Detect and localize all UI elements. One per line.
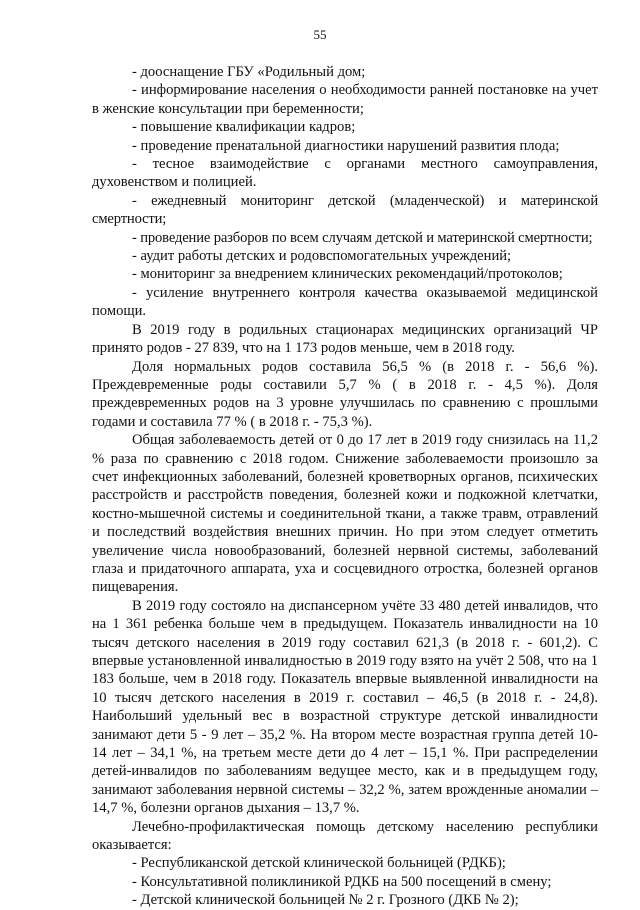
list-item: - повышение квалификации кадров;: [132, 119, 356, 136]
paragraph: В 2019 году в родильных стационарах медицинских организаций ЧР принято родов - 27 839, что на 1 173 родов меньше, чем в 2018 году.: [92, 321, 598, 357]
list-item: - усиление внутреннего контроля качества оказываемой медицинской помощи.: [92, 284, 598, 320]
paragraph: Общая заболеваемость детей от 0 до 17 лет в 2019 году снизилась на 11,2 % раза по сравнению с 2018 годом. Снижение заболеваемости произошло за счет инфекционных заболеваний, болезней кроветворных органов, психических расстройств и расстройств поведения, болезней кожи и подкожной клетчатки, костно-мышечной системы и соединительной ткани, а также травм, отравлений и последствий воздействия внешних причин. Но при этом следует отметить увеличение числа новообразований, болезней нервной системы, заболеваний глаза и придаточного аппарата, уха и сосцевидного отростка, болезней органов пищеварения.: [92, 432, 598, 596]
list-item: - Консультативной поликлиникой РДКБ на 500 посещений в смену;: [132, 873, 552, 890]
list-item: - проведение пренатальной диагностики нарушений развития плода;: [132, 137, 560, 154]
paragraph: В 2019 году состояло на диспансерном учёте 33 480 детей инвалидов, что на 1 361 ребенка больше чем в предыдущем. Показатель инвалидности на 10 тысяч детского населения в 2019 году составил 621,3 (в 2018 г. - 601,2). С впервые установленной инвалидностью в 2019 году взято на учёт 2 508, что на 1 183 больше, чем в 2018 году. Показатель впервые выявленной инвалидности на 10 тысяч детского населения в 2019 г. составил – 46,5 (в 2018 г. - 24,8). Наибольший удельный вес в возрастной структуре детской инвалидности занимают дети 5 - 9 лет – 35,2 %. На втором месте возрастная группа детей 10-14 лет – 34,1 %, на третьем месте дети до 4 лет – 15,1 %. При распределении детей-инвалидов по заболеваниям ведущее место, как и в предыдущем году, занимают заболевания нервной системы – 32,2 %, затем врожденные аномалии – 14,7 %, болезни органов дыхания – 13,7 %.: [92, 597, 598, 817]
list-item: - проведение разборов по всем случаям детской и материнской смертности;: [132, 229, 593, 246]
paragraph: Лечебно-профилактическая помощь детскому населению республики оказывается:: [92, 818, 598, 854]
paragraph: Доля нормальных родов составила 56,5 % (в 2018 г. - 56,6 %). Преждевременные роды составили 5,7 % ( в 2018 г. - 4,5 %). Доля преждевременных родов на 3 уровне улучшилась по сравнению с прошлыми годами и составила 77 % ( в 2018 г. - 75,3 %).: [92, 358, 598, 430]
list-item: - Республиканской детской клинической больницей (РДКБ);: [132, 855, 506, 872]
list-item: - тесное взаимодействие с органами местного самоуправления, духовенством и полицией.: [92, 156, 598, 191]
list-item: - мониторинг за внедрением клинических рекомендаций/протоколов;: [132, 266, 563, 283]
document-body: [92, 63, 598, 910]
list-item: - ежедневный мониторинг детской (младенческой) и материнской смертности;: [92, 192, 598, 228]
list-item: - аудит работы детских и родовспомогательных учреждений;: [132, 248, 512, 265]
list-item: - информирование населения о необходимости ранней постановке на учет в женские консультации при беременности;: [92, 82, 598, 117]
list-item: - дооснащение ГБУ «Родильный дом;: [132, 64, 366, 80]
page-number: 55: [313, 27, 327, 42]
list-item: - Детской клинической больницей № 2 г. Грозного (ДКБ № 2);: [132, 892, 519, 909]
